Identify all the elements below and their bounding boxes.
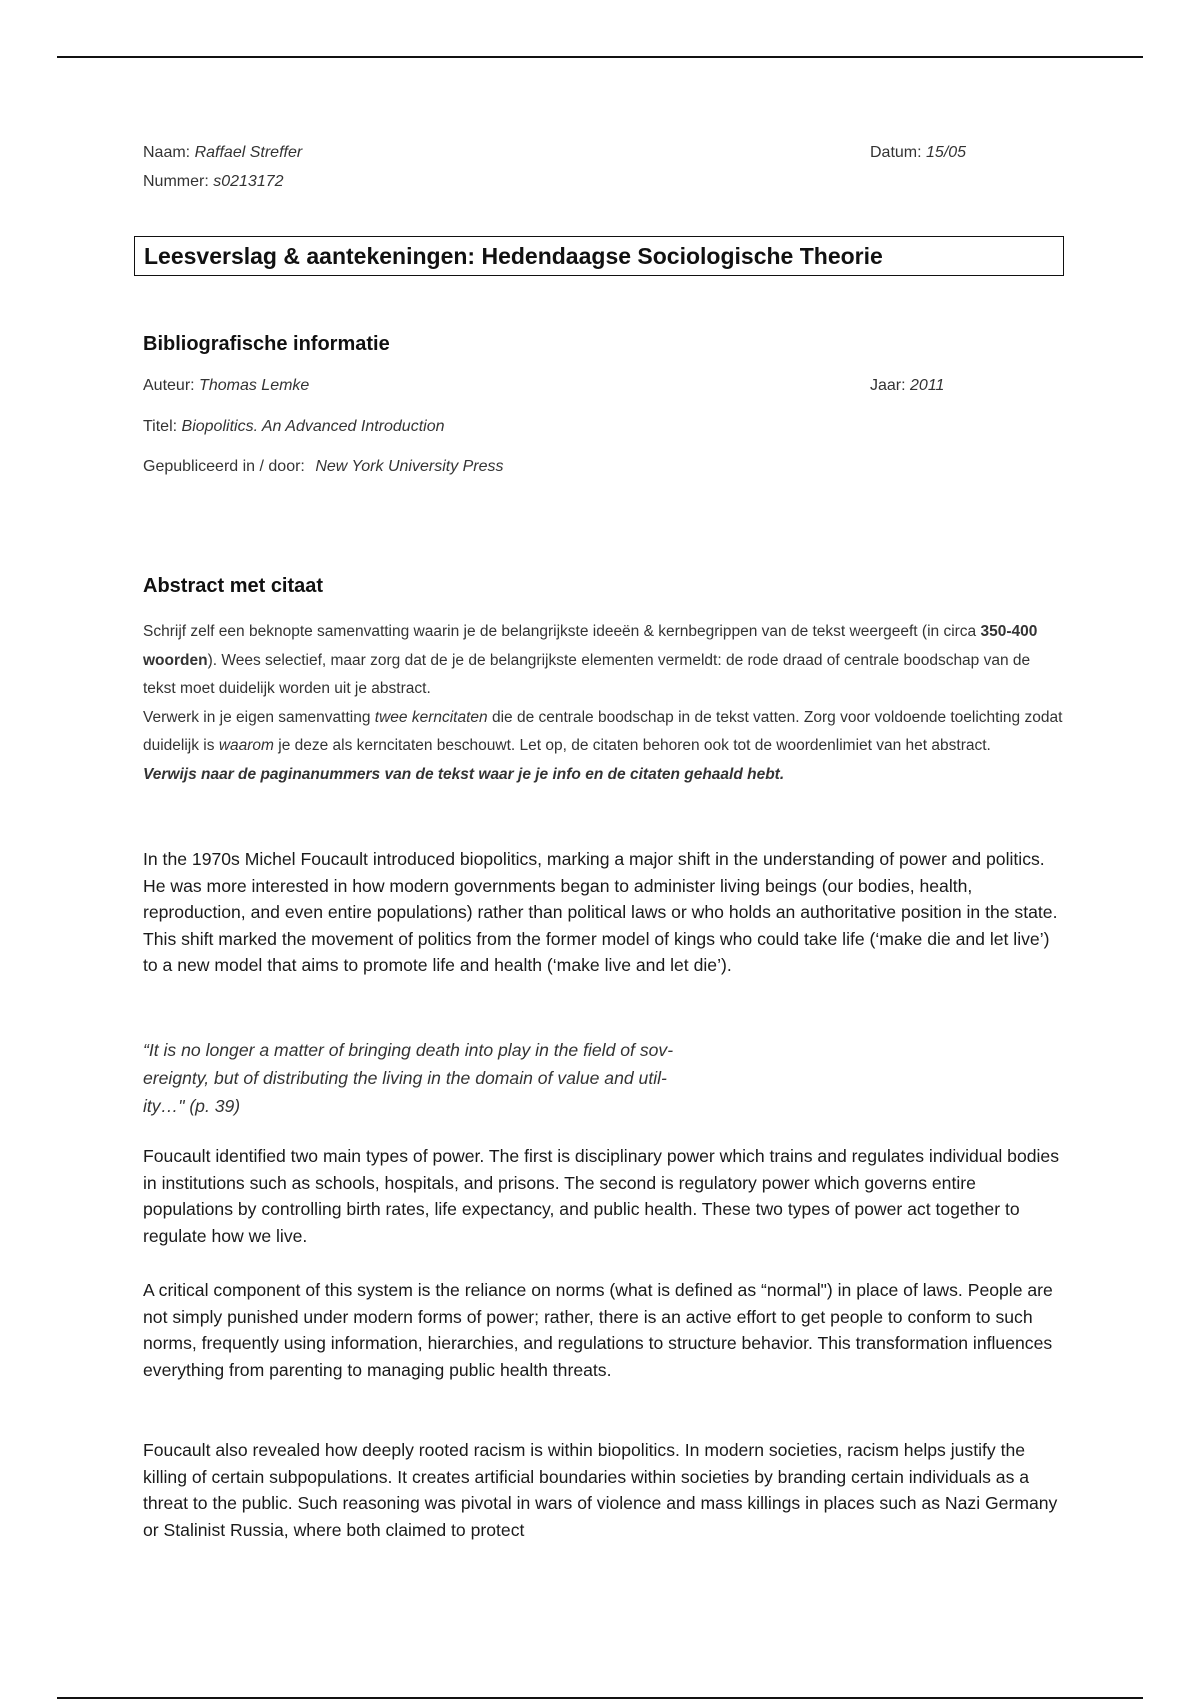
paragraph-text: Foucault also revealed how deeply rooted racism is within biopolitics. In modern societies, racism helps justify the killing of certain subpopulations. It creates artificial boundaries within societies by branding certain individuals as a threat to the public. Such reasoning was pivotal in wars of violence and mass killings in places such as Nazi Germany or Stalinist Russia, where both claimed to protect — [143, 1440, 1058, 1540]
bibliography-heading: Bibliografische informatie — [143, 333, 390, 355]
publisher-label: Gepubliceerd in / door: — [143, 458, 305, 475]
book-title-line — [143, 418, 445, 436]
year-line — [870, 377, 944, 395]
year-value: 2011 — [910, 377, 945, 394]
author-label: Auteur: — [143, 377, 195, 394]
date-value: 15/05 — [926, 144, 967, 161]
publisher-value: New York University Press — [315, 458, 504, 475]
instruction-text: Schrijf zelf een beknopte samenvatting waarin je de belangrijkste ideeën & kernbegrippen van de tekst weergeeft (in circa — [143, 623, 981, 640]
date-line — [870, 144, 966, 162]
instruction-text: je deze als kerncitaten beschouwt. Let op, de citaten behoren ook tot de woordenlimiet van het abstract. — [273, 737, 991, 754]
word-count-emphasis: 350-400 woorden — [143, 623, 1038, 669]
top-rule — [57, 56, 1143, 58]
name-label: Naam: — [143, 144, 191, 161]
date-label: Datum: — [870, 144, 922, 161]
instruction-paragraph-3: Verwijs naar de paginanummers van de tekst waar je je info en de citaten gehaald hebt. — [143, 765, 785, 783]
quote-line: ereignty, but of distributing the living in the domain of value and util- — [143, 1068, 667, 1088]
quote-line: “It is no longer a matter of bringing death into play in the field of sov- — [143, 1040, 674, 1060]
body-paragraph-1 — [143, 846, 1063, 979]
instruction-text: Verwerk in je eigen samenvatting — [143, 708, 375, 726]
year-label: Jaar: — [870, 377, 906, 394]
number-value: s0213172 — [213, 173, 284, 190]
author-line — [143, 377, 309, 395]
instruction-paragraph-2 — [143, 704, 1063, 761]
bottom-rule — [57, 1697, 1143, 1699]
paragraph-text: Foucault identified two main types of power. The first is disciplinary power which trains and regulates individual bodies in institutions such as schools, hospitals, and prisons. The second is regulatory power which governs entire populations by controlling birth rates, life expectancy, and public health. These two types of power act together to regulate how we live. — [143, 1146, 1059, 1246]
paragraph-text: A critical component of this system is the reliance on norms (what is defined as “normal") in place of laws. People are not simply punished under modern forms of power; rather, there is an active effort to get people to conform to such norms, frequently using information, hierarchies, and regulations to structure behavior. This transformation influences everything from parenting to managing public health threats. — [143, 1280, 1053, 1380]
quote-line: ity…" (p. 39) — [143, 1096, 241, 1116]
instruction-emphasis: waarom — [218, 737, 274, 754]
name-value: Raffael Streffer — [194, 144, 303, 161]
abstract-instructions — [143, 618, 1063, 789]
instruction-text: die de centrale boodschap in de tekst vatten. Zorg voor voldoende toelichting zodat duidelijk is — [143, 708, 1063, 754]
abstract-heading: Abstract met citaat — [143, 575, 324, 597]
instruction-emphasis: twee kerncitaten — [374, 708, 488, 726]
instruction-paragraph-1 — [143, 618, 1063, 704]
paragraph-text: In the 1970s Michel Foucault introduced biopolitics, marking a major shift in the understanding of power and politics. He was more interested in how modern governments began to administer living beings (our bodies, health, reproduction, and even entire populations) rather than political laws or who holds an authoritative position in the state. This shift marked the movement of politics from the former model of kings who could take life (‘make die and let live’) to a new model that aims to promote life and health (‘make live and let die’). — [143, 849, 1058, 975]
number-label: Nummer: — [143, 173, 209, 190]
body-paragraph-3 — [143, 1277, 1063, 1383]
body-paragraph-4 — [143, 1437, 1063, 1543]
book-title-label: Titel: — [143, 418, 178, 435]
publisher-line — [143, 458, 504, 476]
name-line — [143, 144, 302, 162]
instruction-text: ). Wees selectief, maar zorg dat de je de belangrijkste elementen vermeldt: de rode draad of centrale boodschap van de tekst moet duidelijk worden uit je abstract. — [143, 651, 1031, 697]
body-paragraph-2 — [143, 1143, 1063, 1249]
key-quote — [143, 1036, 783, 1120]
book-title-value: Biopolitics. An Advanced Introduction — [181, 418, 445, 435]
number-line — [143, 173, 284, 191]
document-title: Leesverslag & aantekeningen: Hedendaagse Sociologische Theorie — [134, 236, 1064, 276]
author-value: Thomas Lemke — [199, 377, 310, 394]
